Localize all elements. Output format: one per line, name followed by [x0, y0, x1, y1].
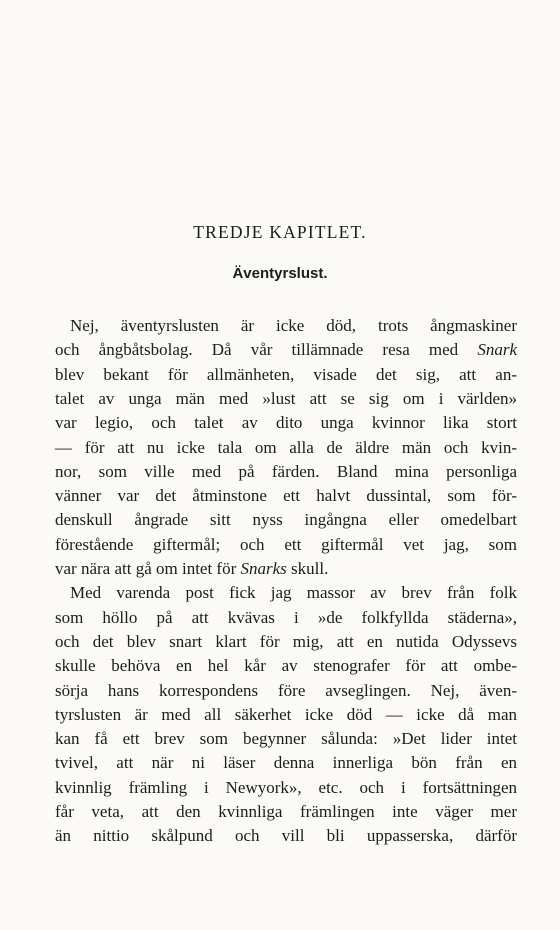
- text-line: nor, som ville med på färden. Bland mina personliga: [55, 461, 517, 481]
- section-title: Äventyrslust.: [232, 265, 328, 282]
- text-line: och ångbåtsbolag. Då vår tillämnade resa med Snark: [55, 340, 517, 360]
- text-line: kvinnlig främling i Newyork», etc. och i fortsättningen: [55, 777, 517, 797]
- ship-name: Snark: [477, 340, 517, 360]
- text-line: — för att nu icke tala om alla de äldre män och kvin-: [55, 437, 517, 457]
- text-line: tyrslusten är med all säkerhet icke död — icke då man: [55, 704, 517, 724]
- text-line: Med varenda post fick jag massor av brev från folk: [70, 583, 517, 603]
- text-line: tvivel, att när ni läser denna innerliga bön från en: [55, 753, 517, 773]
- text-line: talet av unga män med »lust att se sig om i världen»: [55, 388, 517, 408]
- text-line: blev bekant för allmänheten, visade det sig, att an-: [55, 364, 517, 384]
- text-line: Nej, äventyrslusten är icke död, trots ångmaskiner: [70, 316, 517, 335]
- text-line: denskull ångrade sitt nyss ingångna eller omedelbart: [55, 510, 517, 530]
- text-line: förestående giftermål; och ett giftermål vet jag, som: [55, 534, 517, 554]
- chapter-title: TREDJE KAPITLET.: [193, 222, 367, 242]
- text-line: kan få ett brev som begynner sålunda: »Det lider intet: [55, 729, 517, 749]
- text-line: än nittio skålpund och vill bli uppasserska, därför: [55, 826, 517, 846]
- text-line: var nära att gå om intet för Snarks skull.: [55, 559, 329, 578]
- text-line: sörja hans korrespondens före avseglingen. Nej, även-: [55, 680, 517, 700]
- text-line: och det blev snart klart för mig, att en nutida Odyssevs: [55, 631, 517, 651]
- text-line: var legio, och talet av dito unga kvinnor lika stort: [55, 413, 517, 433]
- text-line: som höllo på att kvävas i »de folkfyllda städerna»,: [55, 607, 517, 627]
- ship-name: Snarks: [240, 559, 287, 578]
- text-line: får veta, att den kvinnliga främlingen inte väger mer: [55, 802, 517, 821]
- text-line: skulle behöva en hel kår av stenografer för att ombe-: [55, 656, 517, 676]
- text-line: vänner var det åtminstone ett halvt dussintal, som för-: [55, 486, 517, 506]
